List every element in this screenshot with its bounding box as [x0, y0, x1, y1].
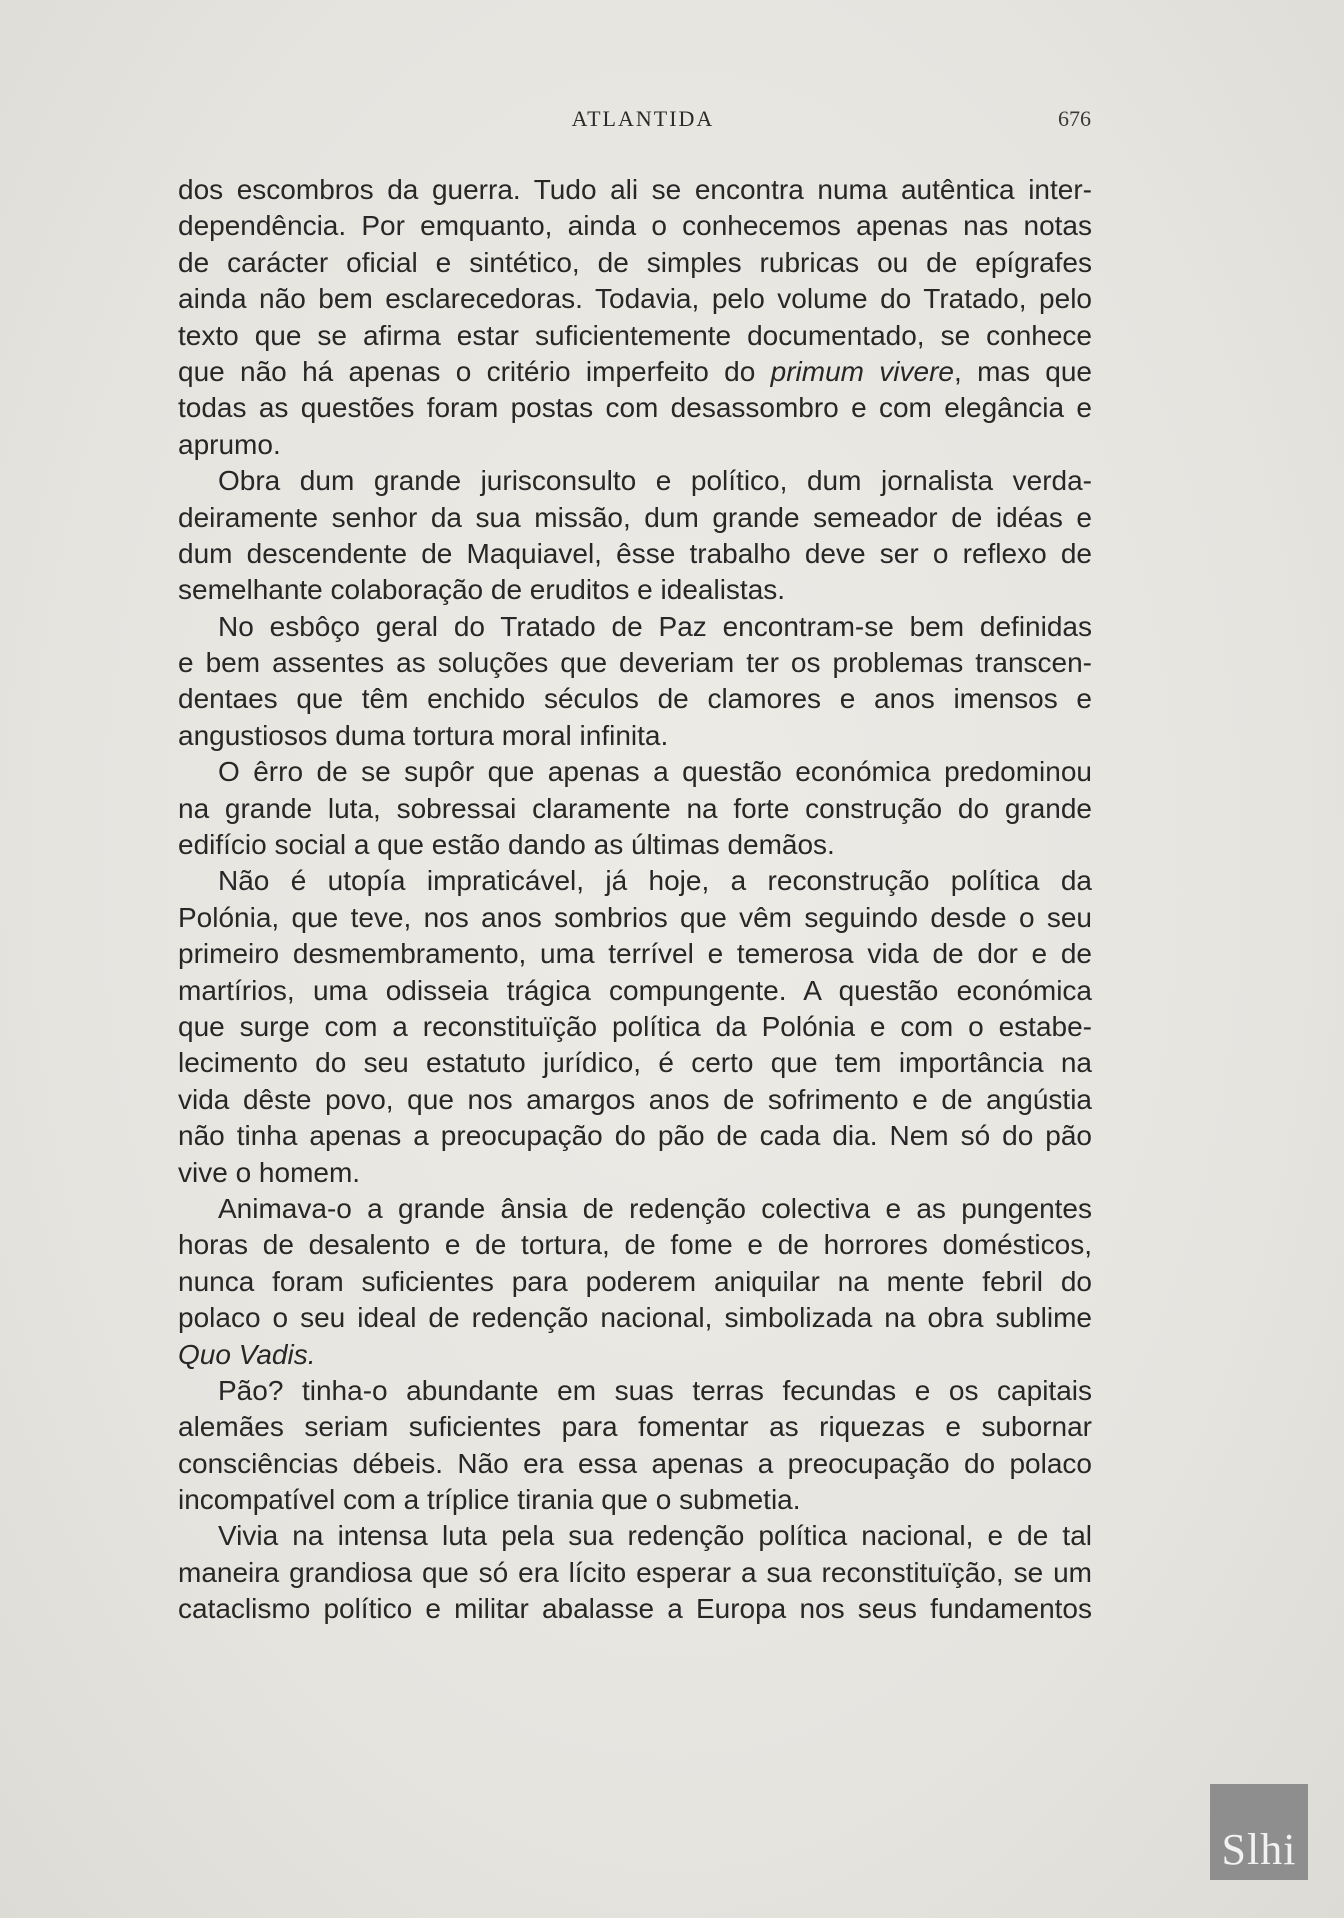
text-line: angustiosos duma tortura moral infinita. [178, 719, 669, 751]
text-line: horas de desalento e de tortura, de fome e de horrores domésticos, [178, 1229, 1092, 1261]
library-logo [1210, 1784, 1308, 1880]
page-number: 676 [1058, 106, 1091, 131]
text-line: deiramente senhor da sua missão, dum grande semeador de idéas e [178, 501, 1092, 533]
text-line: edifício social a que estão dando as últimas demãos. [178, 829, 835, 861]
text-line: de carácter oficial e sintético, de simples rubricas ou de epígrafes [178, 246, 1092, 278]
text-line [178, 1337, 1092, 1373]
text-line: dentaes que têm enchido séculos de clamores e anos imensos e [178, 683, 1092, 715]
text-line: alemães seriam suficientes para fomentar as riquezas e subornar [178, 1411, 1092, 1443]
text-line: Animava-o a grande ânsia de redenção colectiva e as pungentes [218, 1192, 1092, 1224]
logo-lettering: Slhi [1221, 1825, 1297, 1874]
paragraph [178, 1191, 1092, 1373]
text-line: incompatível com a tríplice tirania que o submetia. [178, 1484, 801, 1516]
text-line: todas as questões foram postas com desassombro e com elegância e [178, 392, 1092, 424]
text-line: Vivia na intensa luta pela sua redenção política nacional, e de tal [218, 1520, 1092, 1552]
paragraph [178, 1518, 1092, 1627]
paragraph [178, 1373, 1092, 1519]
text-line: semelhante colaboração de eruditos e idealistas. [178, 574, 786, 606]
paragraph [178, 463, 1092, 609]
text-line: martírios, uma odisseia trágica compungente. A questão económica [178, 974, 1092, 1006]
text-line [178, 354, 1092, 390]
paragraph [178, 863, 1092, 1191]
text-line: aprumo. [178, 428, 281, 460]
text-line: vida dêste povo, que nos amargos anos de sofrimento e de angústia [178, 1083, 1092, 1115]
text-line: não tinha apenas a preocupação do pão de cada dia. Nem só do pão [178, 1120, 1092, 1152]
paragraph [178, 754, 1092, 863]
text-line: Polónia, que teve, nos anos sombrios que vêm seguindo desde o seu [178, 901, 1092, 933]
text-line: ainda não bem esclarecedoras. Todavia, pelo volume do Tratado, pelo [178, 283, 1092, 315]
text-line: Não é utopía impraticável, já hoje, a reconstrução política da [218, 865, 1092, 897]
text-line: na grande luta, sobressai claramente na forte construção do grande [178, 792, 1092, 824]
text-line: vive o homem. [178, 1156, 361, 1188]
text-line: dependência. Por emquanto, ainda o conhecemos apenas nas notas [178, 210, 1092, 242]
text-line: dos escombros da guerra. Tudo ali se encontra numa autêntica inter- [178, 174, 1092, 205]
text-run: que não há apenas o critério imperfeito do [178, 355, 771, 387]
text-line: Obra dum grande jurisconsulto e político, dum jornalista verda- [218, 465, 1092, 497]
text-line: nunca foram suficientes para poderem aniquilar na mente febril do [178, 1265, 1092, 1297]
text-line: No esbôço geral do Tratado de Paz encontram-se bem definidas [218, 610, 1092, 642]
text-line: e bem assentes as soluções que deveriam ter os problemas transcen- [178, 647, 1092, 679]
text-line: dum descendente de Maquiavel, êsse trabalho deve ser o reflexo de [178, 537, 1092, 569]
text-line: lecimento do seu estatuto jurídico, é certo que tem importância na [178, 1047, 1092, 1079]
paragraph [178, 172, 1092, 463]
italic-phrase: primum vivere [770, 355, 954, 387]
text-line: O êrro de se supôr que apenas a questão económica predominou [218, 756, 1092, 788]
running-title: ATLANTIDA [571, 106, 715, 131]
text-line: texto que se afirma estar suficientemente documentado, se conhece [178, 319, 1092, 351]
italic-phrase: Quo Vadis. [178, 1338, 316, 1370]
text-line: que surge com a reconstituïção política da Polónia e com o estabe- [178, 1010, 1092, 1042]
paragraph [178, 609, 1092, 755]
text-line: consciências débeis. Não era essa apenas a preocupação do polaco [178, 1447, 1092, 1479]
text-line: maneira grandiosa que só era lícito esperar a sua reconstituïção, se um [178, 1556, 1092, 1588]
text-line: Pão? tinha-o abundante em suas terras fecundas e os capitais [218, 1374, 1092, 1406]
text-line: primeiro desmembramento, uma terrível e temerosa vida de dor e de [178, 938, 1092, 970]
body-text [178, 172, 1092, 1628]
text-run: , mas que [953, 355, 1093, 387]
text-line: polaco o seu ideal de redenção nacional, simbolizada na obra sublime [178, 1302, 1092, 1334]
text-line: cataclismo político e militar abalasse a Europa nos seus fundamentos [178, 1593, 1092, 1625]
